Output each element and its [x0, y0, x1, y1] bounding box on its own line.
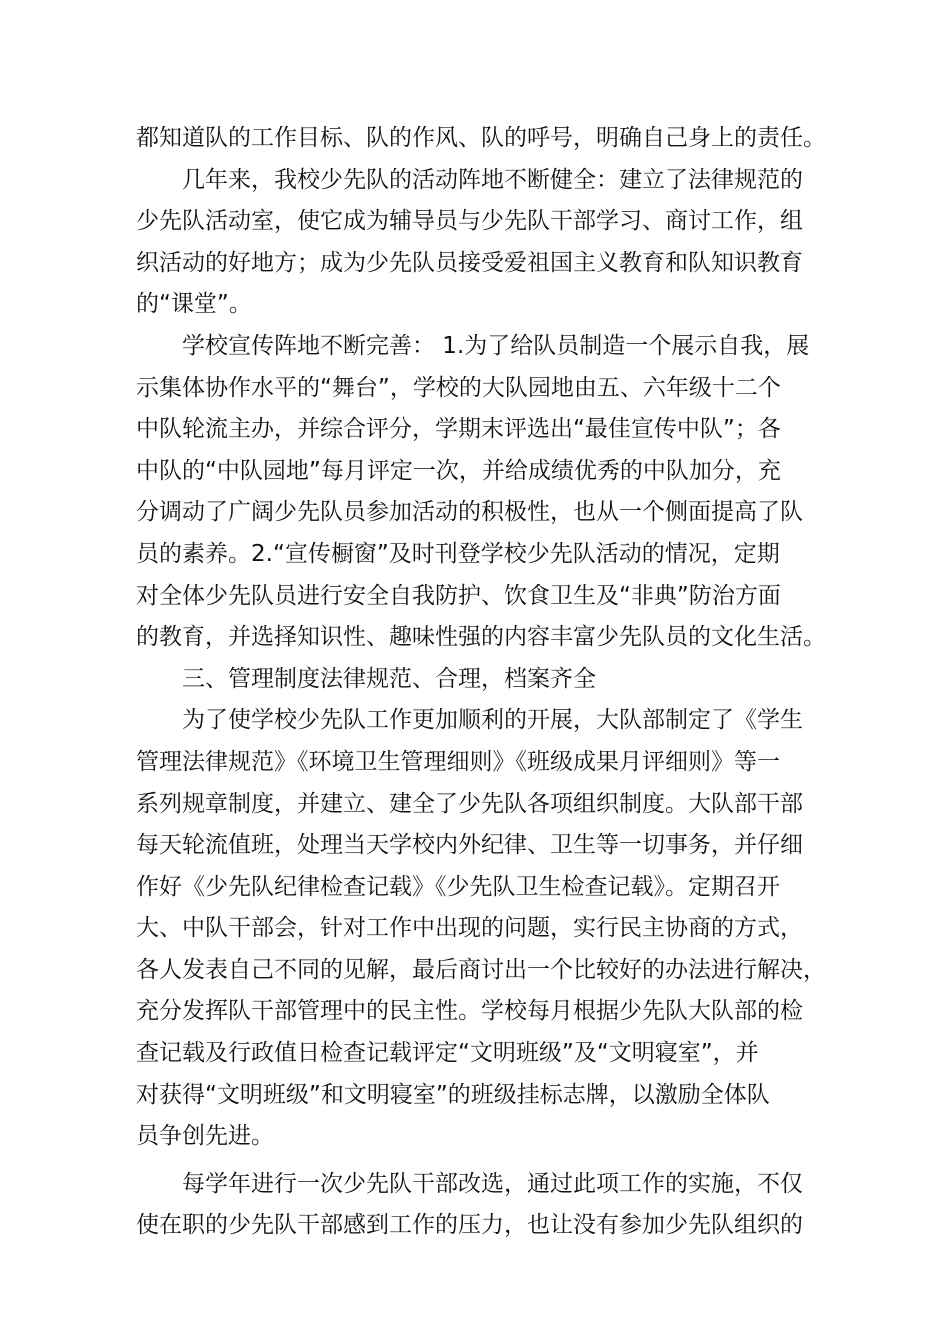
text-line-20: 大、中队干部会，针对工作中出现的问题，实行民主协商的方式，: [136, 915, 803, 942]
text-line-21: 各人发表自己不同的见解，最后商讨出一个比较好的办法进行解决，: [136, 956, 826, 983]
text-line-1: 都知道队的工作目标、队的作风、队的呼号，明确自己身上的责任。: [136, 125, 826, 151]
section-heading: 三、管理制度法律规范、合理，档案齐全: [182, 665, 596, 692]
text-line-5: 的“课堂”。: [136, 291, 252, 318]
text-line-18: 每天轮流值班，处理当天学校内外纪律、卫生等一切事务，并仔细: [136, 832, 803, 859]
text-line-2: 几年来，我校少先队的活动阵地不断健全：建立了法律规范的: [182, 166, 803, 193]
text-line-23: 查记载及行政值日检查记载评定“文明班级”及“文明寝室”，并: [136, 1040, 759, 1067]
text-line-4: 织活动的好地方；成为少先队员接受爱祖国主义教育和队知识教育: [136, 249, 803, 276]
text-line-11: 员的素养。2.“宣传橱窗”及时刊登学校少先队活动的情况，定期: [136, 540, 780, 567]
text-line-19: 作好《少先队纪律检查记载》《少先队卫生检查记载》。定期召开: [136, 873, 780, 900]
text-line-9: 中队的“中队园地”每月评定一次，并给成绩优秀的中队加分，充: [136, 457, 781, 484]
text-line-8: 中队轮流主办，并综合评分，学期末评选出“最佳宣传中队”；各: [136, 416, 781, 443]
text-line-27: 使在职的少先队干部感到工作的压力，也让没有参加少先队组织的: [136, 1212, 803, 1239]
text-line-13: 的教育，并选择知识性、趣味性强的内容丰富少先队员的文化生活。: [136, 624, 826, 651]
document-body: [136, 118, 842, 1247]
text-line-3: 少先队活动室，使它成为辅导员与少先队干部学习、商讨工作，组: [136, 208, 803, 235]
text-line-22: 充分发挥队干部管理中的民主性。学校每月根据少先队大队部的检: [136, 998, 803, 1025]
text-line-15: 为了使学校少先队工作更加顺利的开展，大队部制定了《学生: [182, 707, 803, 734]
text-line-7: 示集体协作水平的“舞台”，学校的大队园地由五、六年级十二个: [136, 374, 781, 401]
text-line-6: 学校宣传阵地不断完善： 1.为了给队员制造一个展示自我，展: [182, 332, 810, 359]
text-line-25: 员争创先进。: [136, 1123, 274, 1150]
text-line-24: 对获得“文明班级”和文明寝室”的班级挂标志牌，以激励全体队: [136, 1081, 770, 1108]
text-line-16: 管理法律规范》《环境卫生管理细则》《班级成果月评细则》等一: [136, 748, 780, 775]
text-line-10: 分调动了广阔少先队员参加活动的积极性，也从一个侧面提高了队: [136, 499, 803, 526]
text-line-12: 对全体少先队员进行安全自我防护、饮食卫生及“非典”防治方面: [136, 582, 781, 609]
text-line-26: 每学年进行一次少先队干部改选，通过此项工作的实施，不仅: [182, 1170, 803, 1197]
text-line-17: 系列规章制度，并建立、建全了少先队各项组织制度。大队部干部: [136, 790, 803, 817]
